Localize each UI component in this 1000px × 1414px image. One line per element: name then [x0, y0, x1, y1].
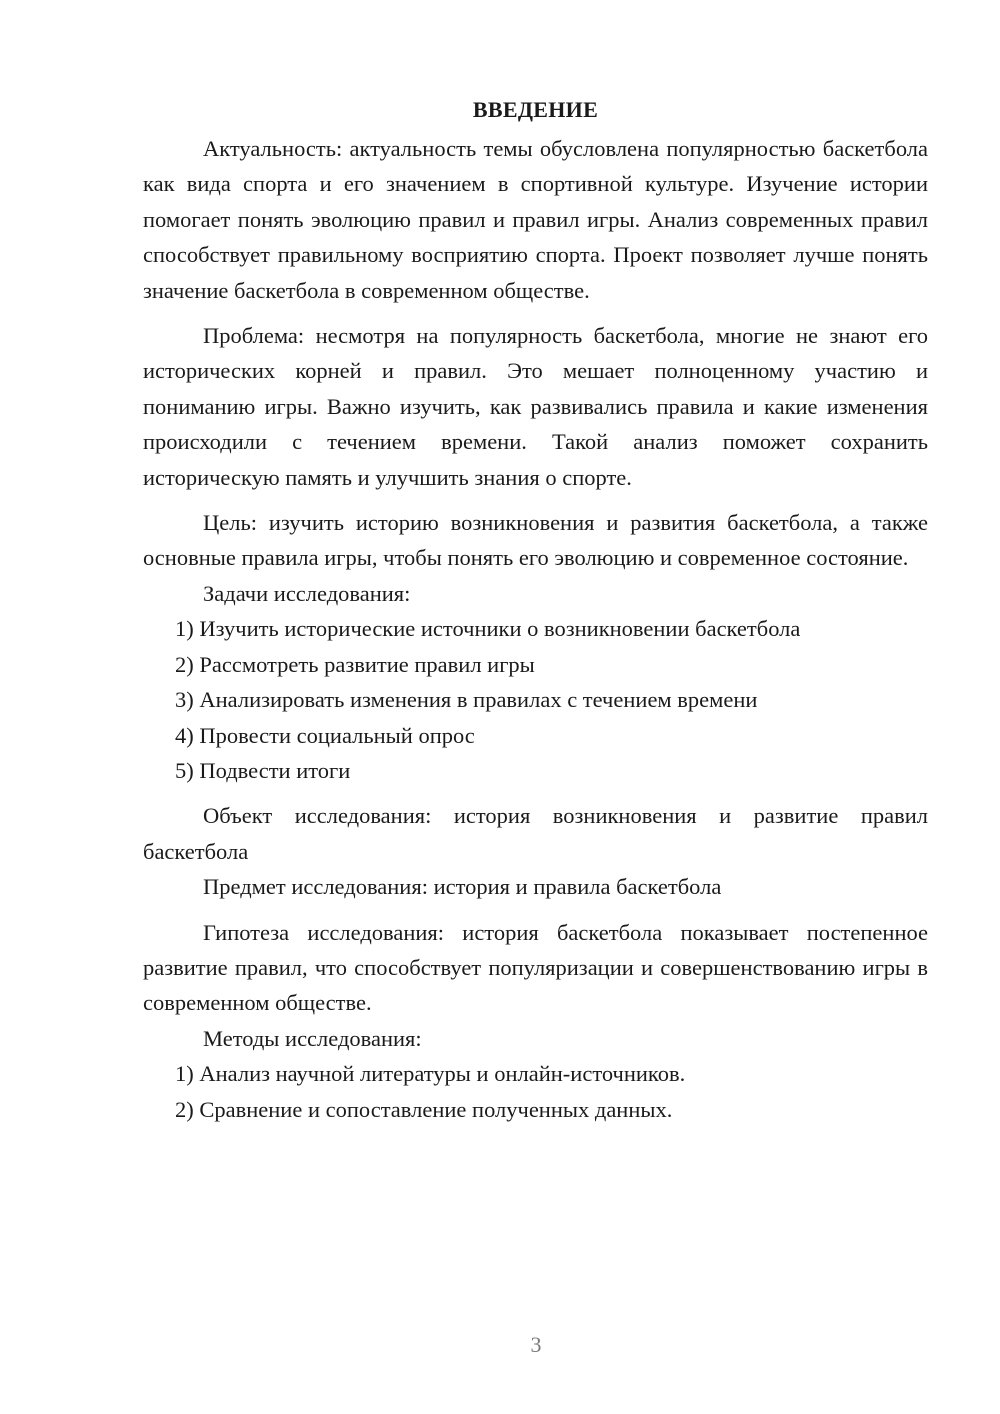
list-item: 2) Рассмотреть развитие правил игры: [175, 651, 535, 677]
document-page: [143, 92, 928, 1127]
list-item: 2) Сравнение и сопоставление полученных данных.: [175, 1096, 673, 1122]
list-item: 1) Анализ научной литературы и онлайн-источников.: [175, 1061, 686, 1087]
tasks-list: [143, 611, 928, 788]
list-item: 5) Подвести итоги: [175, 757, 351, 783]
paragraph-relevance: Актуальность: актуальность темы обусловлена популярностью баскетбола как вида спорта и его значением в спортивной культуре. Изучение истории помогает понять эволюцию правил и правил игры. Анализ современных правил способствует правильному восприятию спорта. Проект позволяет лучше понять значение баскетбола в современном обществе.: [143, 136, 928, 303]
paragraph-subject: Предмет исследования: история и правила баскетбола: [203, 874, 722, 900]
paragraph-hypothesis: Гипотеза исследования: история баскетбола показывает постепенное развитие правил, что способствует популяризации и совершенствованию игры в современном обществе.: [143, 919, 928, 1016]
methods-list: [143, 1056, 928, 1127]
page-number: 3: [530, 1332, 542, 1357]
paragraph-object: Объект исследования: история возникновения и развитие правил баскетбола: [143, 803, 928, 864]
list-item: 3) Анализировать изменения в правилах с течением времени: [175, 687, 758, 713]
tasks-heading: Задачи исследования:: [203, 580, 411, 606]
paragraph-problem: Проблема: несмотря на популярность баскетбола, многие не знают его исторических корней и правил. Это мешает полноценному участию и пониманию игры. Важно изучить, как развивались правила и какие изменения происходили с течением времени. Такой анализ поможет сохранить историческую память и улучшить знания о спорте.: [143, 323, 928, 490]
paragraph-goal: Цель: изучить историю возникновения и развития баскетбола, а также основные правила игры, чтобы понять его эволюцию и современное состояние.: [143, 510, 928, 571]
methods-heading: Методы исследования:: [203, 1025, 422, 1051]
list-item: 1) Изучить исторические источники о возникновении баскетбола: [175, 616, 801, 642]
list-item: 4) Провести социальный опрос: [175, 722, 475, 748]
page-title: ВВЕДЕНИЕ: [472, 97, 599, 122]
